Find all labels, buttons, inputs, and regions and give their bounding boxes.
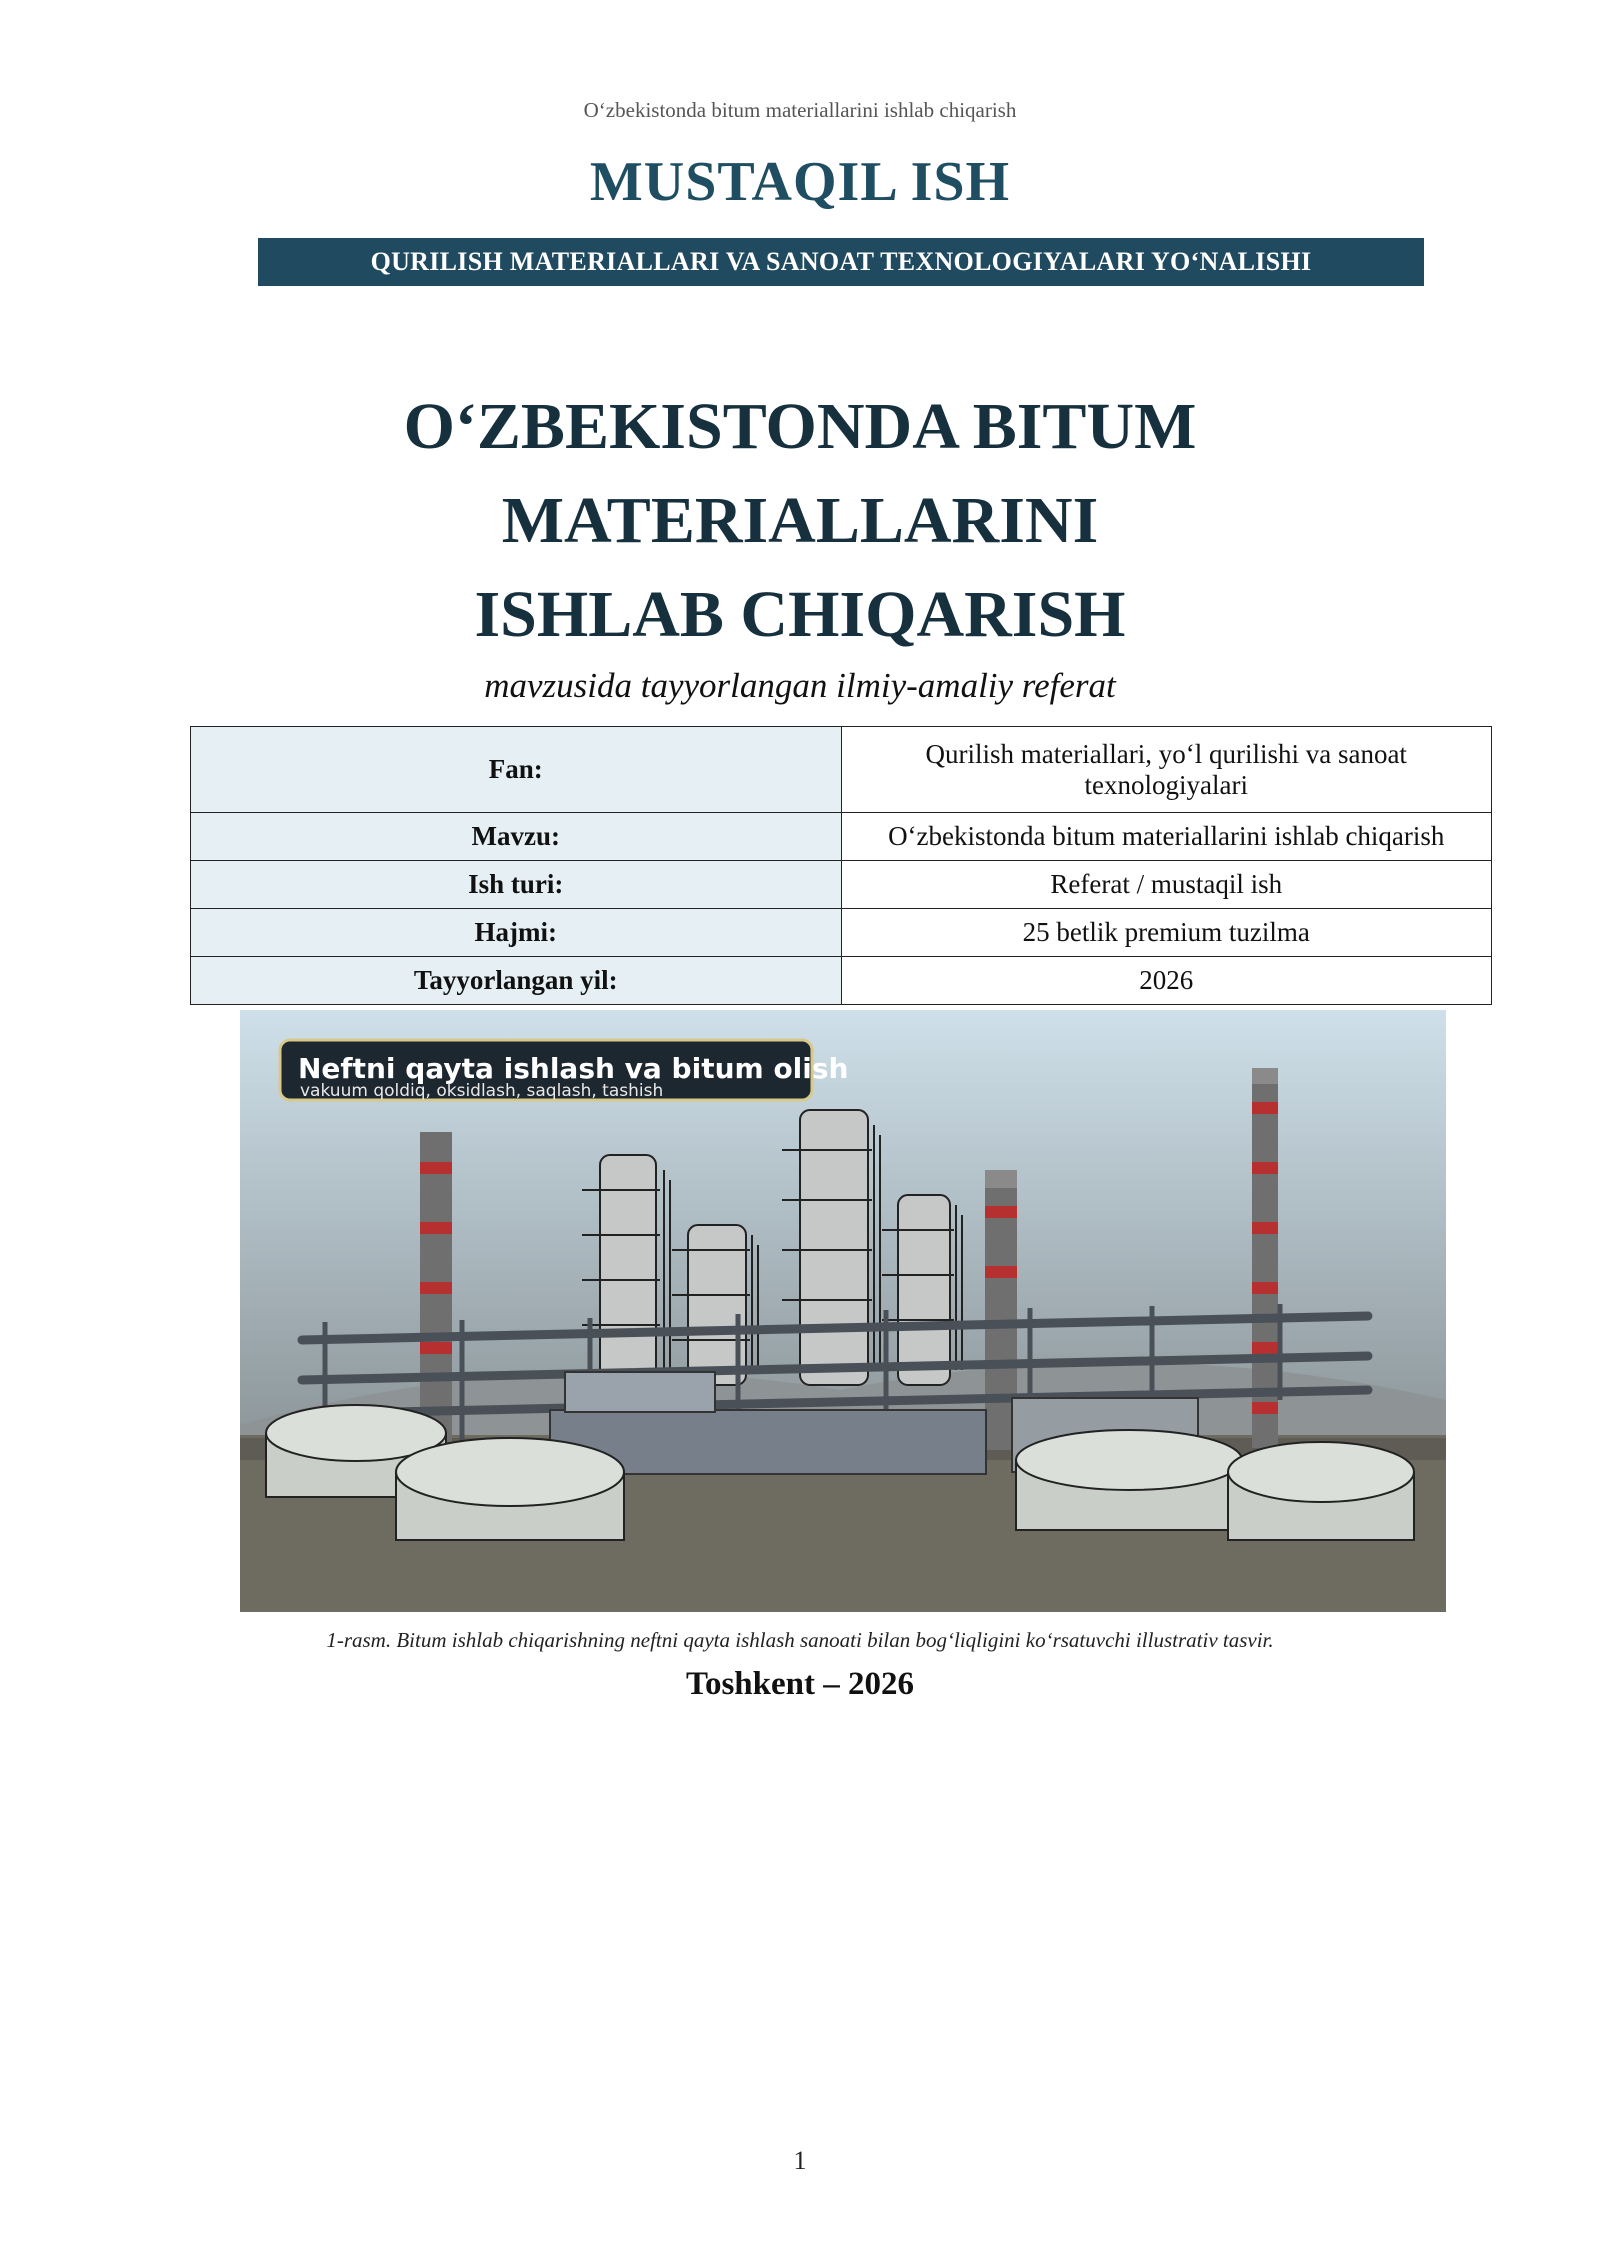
table-label: Tayyorlangan yil:	[191, 957, 842, 1005]
table-value: Qurilish materiallari, yo‘l qurilishi va sanoat texnologiyalari	[841, 727, 1492, 813]
process-building-small	[565, 1372, 715, 1412]
title-line-3: ISHLAB CHIQARISH	[474, 578, 1126, 651]
document-subtitle: mavzusida tayyorlangan ilmiy-amaliy referat	[484, 666, 1116, 705]
document-title	[0, 380, 1600, 662]
table-value: 2026	[841, 957, 1492, 1005]
running-header: O‘zbekistonda bitum materiallarini ishlab chiqarish	[583, 98, 1017, 122]
figure-subtitle: vakuum qoldiq, oksidlash, saqlash, tashish	[300, 1081, 664, 1101]
chimney-left	[420, 1132, 452, 1442]
table-label: Mavzu:	[191, 813, 842, 861]
table-row	[191, 727, 1492, 813]
table-label: Fan:	[191, 727, 842, 813]
table-row	[191, 957, 1492, 1005]
title-line-1: O‘ZBEKISTONDA BITUM	[403, 390, 1197, 463]
info-table	[190, 726, 1492, 1005]
figure-caption: 1-rasm. Bitum ishlab chiqarishning neftni qayta ishlash sanoati bilan bog‘liqligini ko‘rsatuvchi illustrativ tasvir.	[326, 1628, 1274, 1652]
table-row	[191, 813, 1492, 861]
table-value: O‘zbekistonda bitum materiallarini ishlab chiqarish	[841, 813, 1492, 861]
table-row	[191, 861, 1492, 909]
city-year: Toshkent – 2026	[685, 1666, 915, 1702]
table-row	[191, 909, 1492, 957]
table-value: Referat / mustaqil ish	[841, 861, 1492, 909]
table-label: Ish turi:	[191, 861, 842, 909]
refinery-svg	[240, 1010, 1446, 1612]
storage-tank-4	[1228, 1442, 1414, 1540]
title-line-2: MATERIALLARINI	[501, 484, 1099, 557]
storage-tank-3	[1016, 1430, 1242, 1530]
direction-banner: QURILISH MATERIALLARI VA SANOAT TEXNOLOGIYALARI YO‘NALISHI	[258, 238, 1424, 286]
page-number: 1	[793, 2146, 807, 2175]
figure-title: Neftni qayta ishlash va bitum olish	[298, 1052, 849, 1085]
main-heading: MUSTAQIL ISH	[589, 151, 1011, 213]
storage-tank-2	[396, 1438, 624, 1540]
table-label: Hajmi:	[191, 909, 842, 957]
refinery-illustration	[240, 1010, 1446, 1612]
table-value: 25 betlik premium tuzilma	[841, 909, 1492, 957]
